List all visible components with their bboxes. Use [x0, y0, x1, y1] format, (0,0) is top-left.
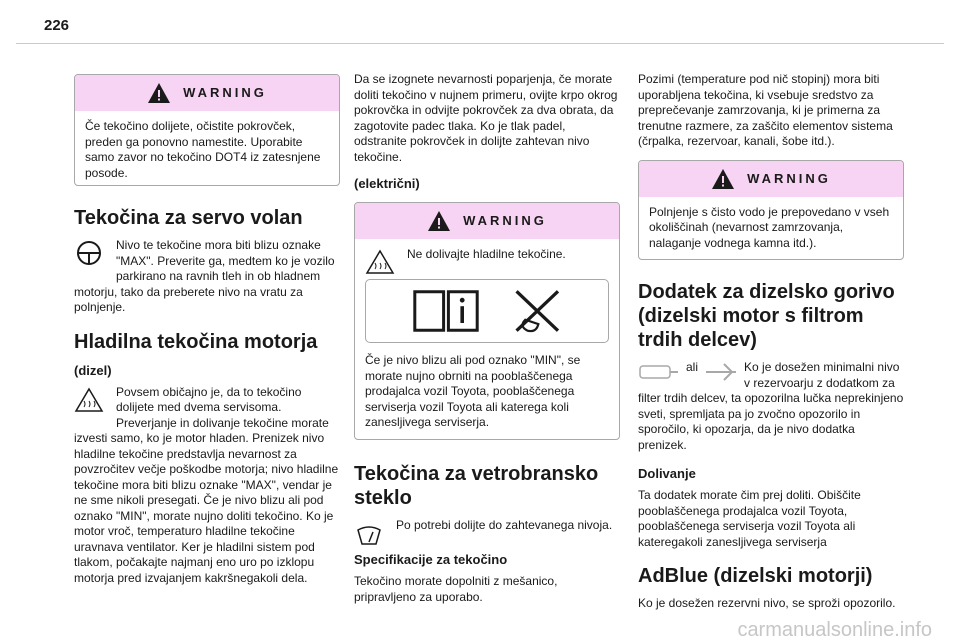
no-refill-icon — [510, 287, 565, 335]
warning-header — [639, 161, 903, 197]
spec-text: Tekočino morate dopolniti z mešanico, pripravljeno za uporabo. — [354, 574, 558, 604]
coolant-title: Hladilna tekočina motorja — [74, 330, 318, 353]
coolant-subtitle: (dizel) — [74, 362, 112, 378]
warning-box-water — [638, 160, 904, 261]
column-2 — [354, 72, 620, 605]
windshield-washer-icon — [354, 520, 390, 550]
washer-title: Tekočina za vetrobransko steklo — [354, 462, 599, 509]
manual-book-icon — [410, 287, 482, 335]
washer-text: Po potrebi dolijte do zahtevanega nivoja. — [396, 517, 613, 532]
servo-text: Nivo te tekočine mora biti blizu oznake "MAX". Preverite ga, medtem ko je vozilo parkirano na ravnih tleh in ob hladnem motorju, tako da preberete nivo na vratu za polnjenje. — [74, 238, 335, 314]
warning-triangle-icon — [147, 82, 171, 104]
hot-surface-icon — [74, 387, 110, 417]
electric-subtitle: (električni) — [354, 176, 420, 191]
warning-triangle-icon — [711, 168, 735, 190]
steering-wheel-icon — [74, 240, 110, 270]
coolant-intro: Da se izognete nevarnosti poparjenja, če morate doliti tekočino v nujnem primeru, ovijte krpo okrog pokrovčka in odvijte pokrovček za dva obrata, da zagotovite padec tlaka. Ko je tlak padel, odstranite pokrovček in dolijte zahtevan nivo tekočine. — [354, 72, 618, 164]
warning-line-1: Ne dolivajte hladilne tekočine. — [407, 247, 566, 261]
additive-warning-icon — [638, 360, 680, 384]
page-number: 226 — [44, 17, 70, 34]
spec-title: Specifikacije za tekočino — [354, 552, 508, 567]
watermark: carmanualsonline.info — [737, 618, 932, 641]
warning-label: WARNING — [463, 213, 547, 229]
or-label: ali — [686, 360, 699, 374]
diesel-additive-text: Ko je dosežen minimalni nivo v rezervoarju z dodatkom za filter trdih delcev, ta opozorilna lučka neprekinjeno sveti, spremljata pa jo zvočno opozorilo in sporočilo, ki opozarja, da je nivo dodatka prenizek. — [638, 360, 904, 452]
warning-line-2: Če je nivo blizu ali pod oznako "MIN", se morate nujno obrniti na pooblaščenega prodajalca vozil Toyota, pooblaščenega serviserja vozil Toyota ali katerega koli zanesljivega serviserja. — [365, 353, 581, 429]
warning-text: Polnjenje s čisto vodo je prepovedano v vseh okoliščinah (nevarnost zamrzovanja, nalaganje vodnega kamna itd.). — [649, 204, 890, 250]
top-divider — [16, 43, 944, 44]
servo-title: Tekočina za servo volan — [74, 207, 303, 229]
refill-title: Dolivanje — [638, 466, 696, 481]
warning-text: Če tekočino dolijete, očistite pokrovček, preden ga ponovno namestite. Uporabite samo zavor no tekočino DOT4 iz zatesnjene posode. — [85, 119, 321, 180]
refill-text: Ta dodatek morate čim prej doliti. Obiščite pooblaščenega prodajalca vozil Toyota, pooblaščenega serviserja vozil Toyota ali kateregakoli zanesljivega serviserja — [638, 488, 861, 549]
warning-header — [75, 75, 339, 111]
filter-warning-icon — [704, 360, 738, 384]
warning-triangle-icon — [427, 210, 451, 232]
column-1 — [74, 72, 340, 586]
warning-label: WARNING — [747, 170, 831, 186]
pictogram-box — [365, 279, 609, 343]
additive-icons — [638, 360, 738, 384]
hot-surface-icon — [365, 249, 401, 279]
warning-box-electric — [354, 202, 620, 440]
warning-label: WARNING — [183, 85, 267, 101]
warning-header — [355, 203, 619, 239]
adblue-text: Ko je dosežen rezervni nivo, se sproži opozorilo. — [638, 596, 896, 610]
coolant-text: Povsem običajno je, da to tekočino dolijete med dvema servisoma. Preverjanje in dolivanje tekočine morate izvesti samo, ko je motor hladen. Prenizek nivo hladilne tekočine predstavlja nevarnost za povzročitev večje poškodbe motorja; nivo hladilne tekočine mora biti blizu oznake "MAX", vendar je ne sme nikoli presegati. Če je nivo blizu ali pod oznako "MIN", morate nujno doliti tekočino. Ko je motor vroč, temperaturo hladilne tekočine uravnava ventilator. Ker je hladilni sistem pod tlakom, počakajte najmanj eno uro po izklopu motorja pred izvajanjem kakršnegakoli dela. — [74, 384, 339, 585]
column-3 — [638, 72, 904, 612]
adblue-title: AdBlue (dizelski motorji) — [638, 565, 873, 587]
winter-intro: Pozimi (temperature pod nič stopinj) mora biti uporabljena tekočina, ki vsebuje sredstvo za preprečevanje zamrzovanja, ki je primerna za trenutne razmere, za zaščito elementov sistema (črpalka, rezervoar, kanali, šobe itd.). — [638, 72, 893, 148]
diesel-additive-title: Dodatek za dizelsko gorivo (dizelski motor s filtrom trdih delcev) — [638, 281, 895, 351]
warning-box — [74, 74, 340, 186]
